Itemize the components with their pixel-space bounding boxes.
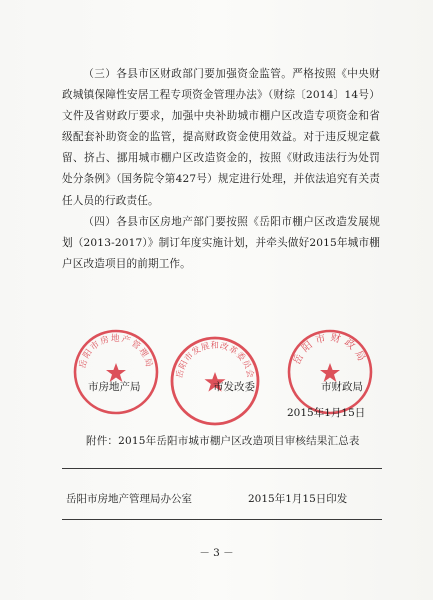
signature-finance-bureau: 市财政局 bbox=[321, 381, 363, 393]
footer-issue-date: 2015年1月15日印发 bbox=[248, 493, 348, 505]
development-seal-text: 岳阳市发展和改革委员会 bbox=[173, 340, 257, 380]
signature-development-commission: 市发改委 bbox=[213, 381, 255, 393]
signature-housing-bureau: 市房地产局 bbox=[88, 381, 141, 393]
footer-top-rule bbox=[62, 468, 382, 469]
attachment-line: 附件：2015年岳阳市城市棚户区改造项目审核结果汇总表 bbox=[86, 435, 360, 447]
footer-issuing-office: 岳阳市房地产管理局办公室 bbox=[66, 493, 192, 505]
housing-authority-seal bbox=[71, 327, 161, 417]
paragraph-housing-planning: （四）各县市区房地产部门要按照《岳阳市棚户区改造发展规划（2013-2017）》制订年度实施计划，并牵头做好2015年城市棚户区改造项目的前期工作。 bbox=[62, 215, 380, 270]
body-text bbox=[62, 64, 380, 275]
finance-bureau-seal bbox=[285, 327, 375, 417]
page-number: － 3 － bbox=[199, 547, 234, 559]
signature-date: 2015年1月15日 bbox=[287, 407, 366, 419]
housing-seal-text: 岳阳市房地产管理局 bbox=[77, 334, 155, 370]
finance-seal-text: 岳阳市财政局 bbox=[291, 332, 369, 367]
footer-bottom-rule bbox=[62, 519, 382, 520]
paragraph-finance-supervision: （三）各县市区财政部门要加强资金监管。严格按照《中央财政城镇保障性安居工程专项资金管理办法》（财综〔2014〕14号）文件及省财政厅要求，加强中央补助城市棚户区改造专项资金和省级配套补助资金的监管，提高财政资金使用效益。对于违反规定截留、挤占、挪用城市棚户区改造资金的，按照《财政违法行为处罚处分条例》（国务院令第427号）规定进行处理，并依法追究有关责任人员的行政责任。 bbox=[62, 68, 380, 207]
